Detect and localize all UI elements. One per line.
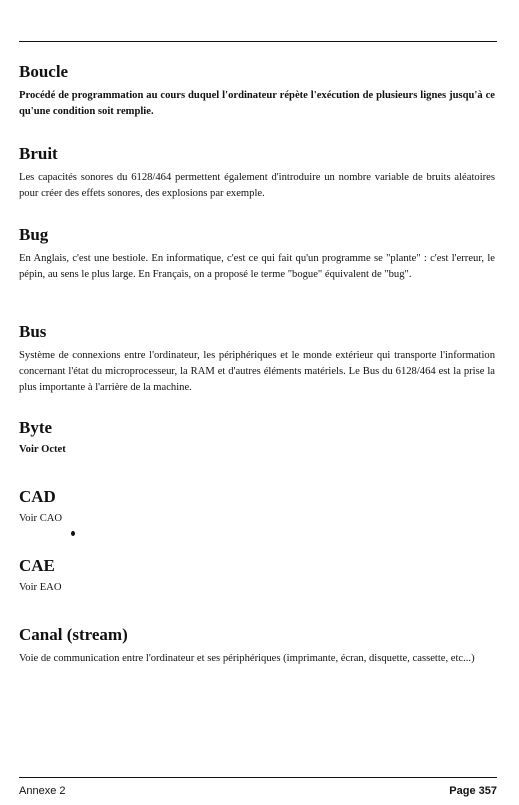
entry-term: Bug	[19, 225, 49, 244]
footer-page-number: Page 357	[449, 785, 497, 797]
entry-term: Byte	[19, 418, 53, 437]
entry-definition: Voir CAO	[19, 513, 63, 524]
ink-dot	[71, 531, 75, 536]
entry-term: CAE	[19, 556, 55, 575]
entry-byte	[19, 418, 495, 458]
entry-definition: Voie de communication entre l'ordinateur et ses périphériques (imprimante, écran, disquette, cassette, etc...)	[19, 653, 475, 664]
entry-definition: Les capacités sonores du 6128/464 permettent également d'introduire un nombre variable de bruits aléatoires pour créer des effets sonores, des explosions par exemple.	[19, 172, 495, 199]
top-rule	[19, 41, 497, 42]
entry-bruit	[19, 144, 495, 202]
entry-bus	[19, 322, 495, 396]
entry-term: CAD	[19, 487, 56, 506]
entry-cae	[19, 556, 495, 596]
entry-term: Bus	[19, 322, 47, 341]
entry-definition: Procédé de programmation au cours duquel l'ordinateur répète l'exécution de plusieurs lignes jusqu'à ce qu'une condition soit remplie.	[19, 90, 495, 117]
entry-definition: Système de connexions entre l'ordinateur, les périphériques et le monde extérieur qui transporte l'information concernant l'état du microprocesseur, la RAM et d'autres éléments matériels. Le Bus du 6128/464 est la prise la plus importante à l'arrière de la machine.	[19, 350, 495, 393]
entry-term: Bruit	[19, 144, 58, 163]
entry-bug	[19, 225, 495, 283]
footer-section: Annexe 2	[19, 785, 66, 797]
entry-term: Canal (stream)	[19, 625, 128, 644]
entry-definition: En Anglais, c'est une bestiole. En informatique, c'est ce qui fait qu'un programme se "plante" : c'est l'erreur, le pépin, au sens le plus large. En Français, on a proposé le terme "bogue" équivalent de "bug".	[19, 253, 495, 280]
bottom-rule	[19, 777, 497, 778]
entry-cad	[19, 487, 495, 527]
entry-term: Boucle	[19, 62, 69, 81]
entry-definition: Voir Octet	[19, 444, 66, 455]
entry-definition: Voir EAO	[19, 582, 62, 593]
entry-canal	[19, 625, 495, 667]
entry-boucle	[19, 62, 495, 120]
